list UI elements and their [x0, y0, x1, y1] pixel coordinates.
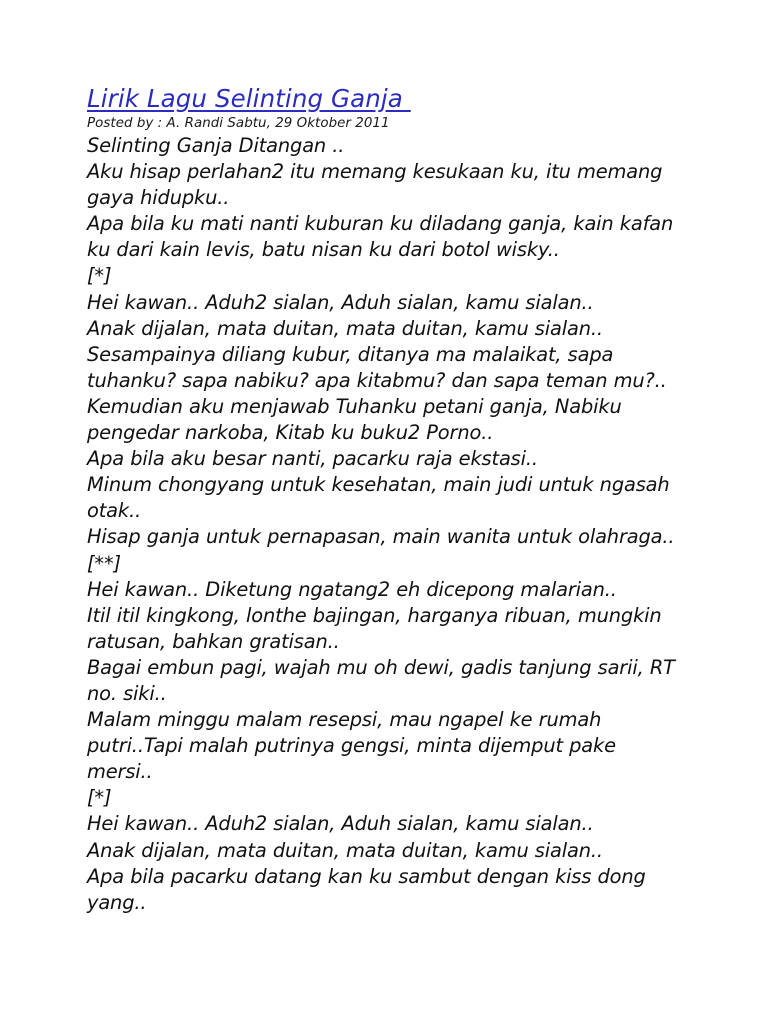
lyric-line: Hei kawan.. Aduh2 sialan, Aduh sialan, kamu sialan..	[87, 290, 594, 314]
byline: Posted by : A. Randi Sabtu, 29 Oktober 2011	[87, 116, 390, 131]
lyric-line: Apa bila aku besar nanti, pacarku raja ekstasi..	[87, 447, 538, 471]
lyric-line: Sesampainya diliang kubur, ditanya ma malaikat, sapa tuhanku? sapa nabiku? apa kitabmu? dan sapa teman mu?..	[87, 342, 667, 392]
lyric-line: Anak dijalan, mata duitan, mata duitan, kamu sialan..	[87, 838, 603, 862]
lyric-line: [**]	[87, 551, 121, 575]
lyrics-body	[87, 133, 679, 916]
lyric-line: Minum chongyang untuk kesehatan, main judi untuk ngasah otak..	[87, 473, 670, 523]
lyric-line: Hei kawan.. Diketung ngatang2 eh dicepong malarian..	[87, 577, 617, 601]
lyric-line: Apa bila ku mati nanti kuburan ku diladang ganja, kain kafan ku dari kain levis, batu nisan ku dari botol wisky..	[87, 212, 674, 262]
lyric-line: Aku hisap perlahan2 itu memang kesukaan ku, itu memang gaya hidupku..	[87, 160, 663, 210]
lyric-line: Itil itil kingkong, lonthe bajingan, harganya ribuan, mungkin ratusan, bahkan gratisan..	[87, 603, 662, 653]
lyric-line: Selinting Ganja Ditangan ..	[87, 134, 345, 157]
lyric-line: Kemudian aku menjawab Tuhanku petani ganja, Nabiku pengedar narkoba, Kitab ku buku2 Porno..	[87, 394, 622, 445]
lyric-line: Anak dijalan, mata duitan, mata duitan, kamu sialan..	[87, 316, 603, 340]
page-title: Lirik Lagu Selinting Ganja	[87, 84, 411, 113]
lyric-line: Hei kawan.. Aduh2 sialan, Aduh sialan, kamu sialan..	[87, 812, 594, 836]
document-content	[87, 84, 679, 916]
lyric-line: Apa bila pacarku datang kan ku sambut dengan kiss dong yang..	[87, 864, 646, 914]
lyric-line: Malam minggu malam resepsi, mau ngapel ke rumah putri..Tapi malah putrinya gengsi, minta dijemput pake mersi..	[87, 708, 616, 784]
lyric-line: Bagai embun pagi, wajah mu oh dewi, gadis tanjung sarii, RT no. siki..	[87, 655, 675, 705]
lyric-line: Hisap ganja untuk pernapasan, main wanita untuk olahraga..	[87, 525, 675, 549]
lyric-line: [*]	[87, 786, 112, 810]
lyric-line: [*]	[87, 264, 112, 288]
